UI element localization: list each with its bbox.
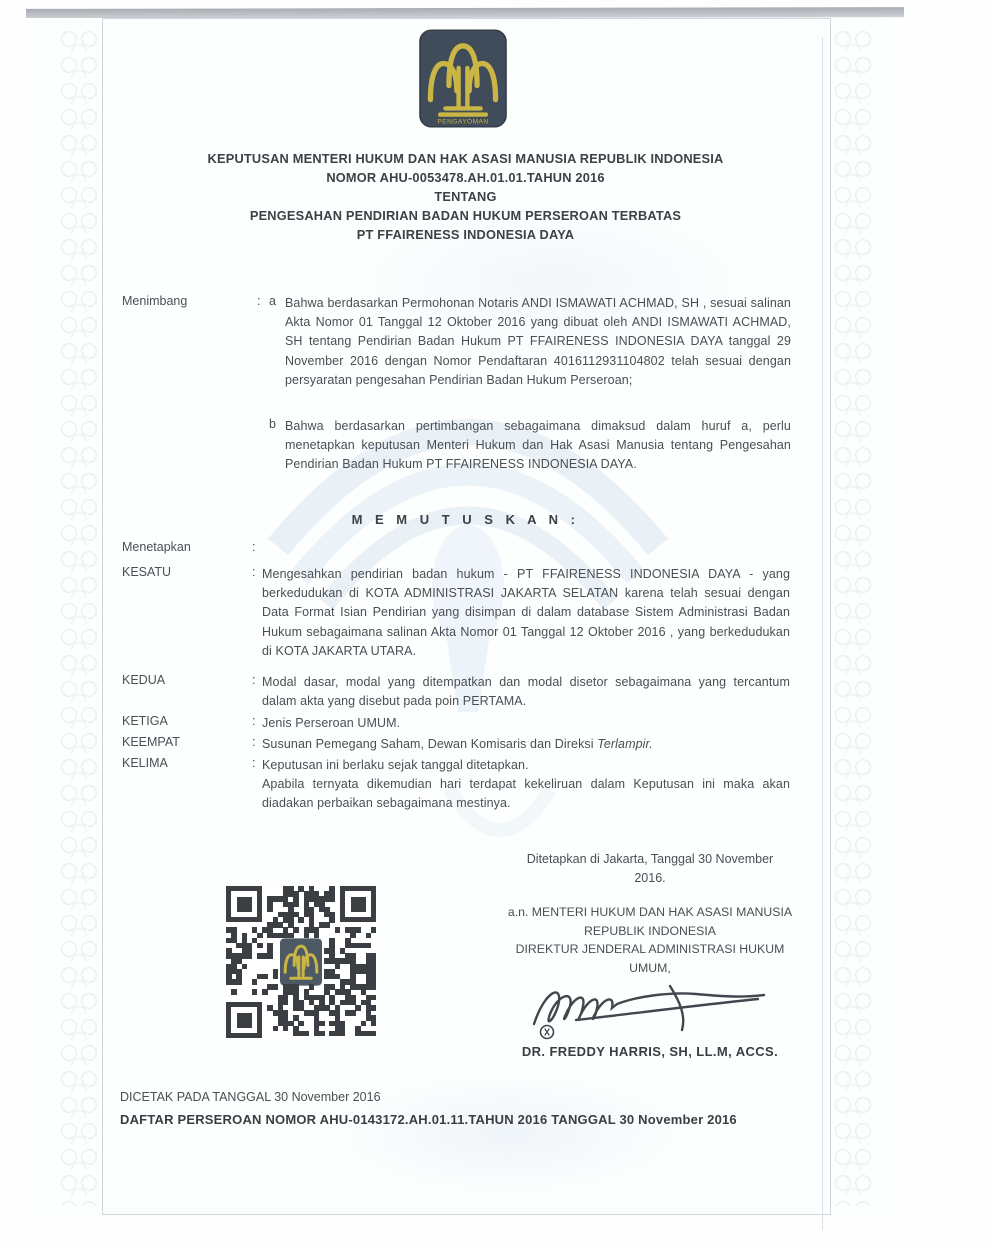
- keempat-label: KEEMPAT: [122, 735, 180, 749]
- company-registry-line: DAFTAR PERSEROAN NOMOR AHU-0143172.AH.01.11.TAHUN 2016 TANGGAL 30 November 2016: [120, 1112, 737, 1127]
- printed-date-line: DICETAK PADA TANGGAL 30 November 2016: [120, 1090, 381, 1104]
- company-name: PT FFAIRENESS INDONESIA DAYA: [356, 227, 575, 242]
- decree-subject: PENGESAHAN PENDIRIAN BADAN HUKUM PERSEROAN TERBATAS: [249, 208, 682, 223]
- memutuskan-heading: M E M U T U S K A N :: [351, 512, 580, 527]
- kedua-text: Modal dasar, modal yang ditempatkan dan modal disetor sebagaimana yang tercantum dalam akta yang disebut pada poin PERTAMA.: [262, 675, 790, 709]
- kesatu-label: KESATU: [122, 565, 172, 579]
- kelima-colon: :: [252, 756, 256, 770]
- menetapkan-colon: :: [252, 540, 256, 554]
- place-date-block: [500, 850, 800, 888]
- kedua-colon: :: [252, 673, 256, 687]
- qr-finder-top-left: [226, 886, 262, 922]
- decree-tentang: TENTANG: [434, 189, 497, 204]
- kelima-label: KELIMA: [122, 756, 168, 770]
- keempat-colon: :: [252, 735, 256, 749]
- kelima-text-main: Keputusan ini berlaku sejak tanggal ditetapkan.: [262, 758, 529, 772]
- decree-title: KEPUTUSAN MENTERI HUKUM DAN HAK ASASI MANUSIA REPUBLIK INDONESIA: [207, 151, 724, 166]
- menimbang-colon: :: [257, 294, 261, 308]
- menimbang-item-b-text: Bahwa berdasarkan pertimbangan sebagaimana dimaksud dalam huruf a, perlu menetapkan keputusan Menteri Hukum dan Hak Asasi Manusia tentang Pengesahan Pendirian Badan Hukum PT FFAIRENESS INDONESIA DAYA.: [285, 419, 791, 472]
- place-date-line1: Ditetapkan di Jakarta, Tanggal 30 November: [526, 852, 774, 866]
- signer-name: DR. FREDDY HARRIS, SH, LL.M, ACCS.: [521, 1044, 779, 1059]
- qr-center-logo: [278, 938, 324, 986]
- decree-header: [102, 150, 829, 245]
- kelima-text-extra: Apabila ternyata dikemudian hari terdapat kekeliruan dalam Keputusan ini maka akan diadakan perbaikan sebagaimana mestinya.: [262, 777, 790, 811]
- menimbang-item-b-marker: b: [269, 417, 276, 431]
- ketiga-text: Jenis Perseroan UMUM.: [262, 716, 401, 730]
- kelima-text: [262, 756, 790, 814]
- keempat-text-italic: Terlampir.: [597, 737, 653, 751]
- ministry-logo: [419, 29, 507, 128]
- menimbang-label: Menimbang: [122, 294, 188, 308]
- qr-finder-bottom-left: [226, 1002, 262, 1038]
- menimbang-item-a-text: Bahwa berdasarkan Permohonan Notaris ANDI ISMAWATI ACHMAD, SH , sesuai salinan Akta Nomor 01 Tanggal 12 Oktober 2016 yang dibuat oleh ANDI ISMAWATI ACHMAD, SH tentang Pendirian Badan Hukum PT FFAIRENESS INDONESIA DAYA tanggal 29 November 2016 dengan Nomor Pendaftaran 4016112931104802 telah sesuai dengan persyaratan pengesahan Pendirian Badan Hukum Perseroan;: [285, 296, 791, 387]
- on-behalf-block: [488, 903, 812, 977]
- on-behalf-line1: a.n. MENTERI HUKUM DAN HAK ASASI MANUSIA: [507, 905, 793, 919]
- menimbang-item-a-marker: a: [269, 294, 276, 308]
- on-behalf-line3: DIREKTUR JENDERAL ADMINISTRASI HUKUM: [515, 942, 785, 956]
- ketiga-label: KETIGA: [122, 714, 168, 728]
- keempat-text: [262, 735, 790, 754]
- left-ornament-band: [58, 26, 100, 1206]
- decree-number: NOMOR AHU-0053478.AH.01.01.TAHUN 2016: [326, 170, 605, 185]
- kesatu-text: Mengesahkan pendirian badan hukum - PT FFAIRENESS INDONESIA DAYA - yang berkedudukan di KOTA ADMINISTRASI JAKARTA SELATAN karena telah sesuai dengan Data Format Isian Pendirian yang disimpan di dalam database Sistem Administrasi Badan Hukum sebagaimana salinan Akta Nomor 01 Tanggal 12 Oktober 2016 , yang berkedudukan di KOTA JAKARTA UTARA.: [262, 567, 790, 658]
- right-ornament-band: [832, 26, 874, 1206]
- keempat-text-main: Susunan Pemegang Saham, Dewan Komisaris dan Direksi: [262, 737, 594, 751]
- qr-finder-top-right: [340, 886, 376, 922]
- on-behalf-line2: REPUBLIK INDONESIA: [584, 923, 716, 938]
- kedua-label: KEDUA: [122, 673, 166, 687]
- qr-code: [226, 886, 376, 1038]
- ketiga-colon: :: [252, 714, 256, 728]
- on-behalf-line4: UMUM,: [629, 960, 671, 975]
- logo-caption: PENGAYOMAN: [437, 118, 489, 126]
- kesatu-colon: :: [252, 565, 256, 579]
- menetapkan-label: Menetapkan: [122, 540, 191, 554]
- place-date-line2: 2016.: [634, 871, 666, 885]
- signature-scribble: [520, 972, 780, 1044]
